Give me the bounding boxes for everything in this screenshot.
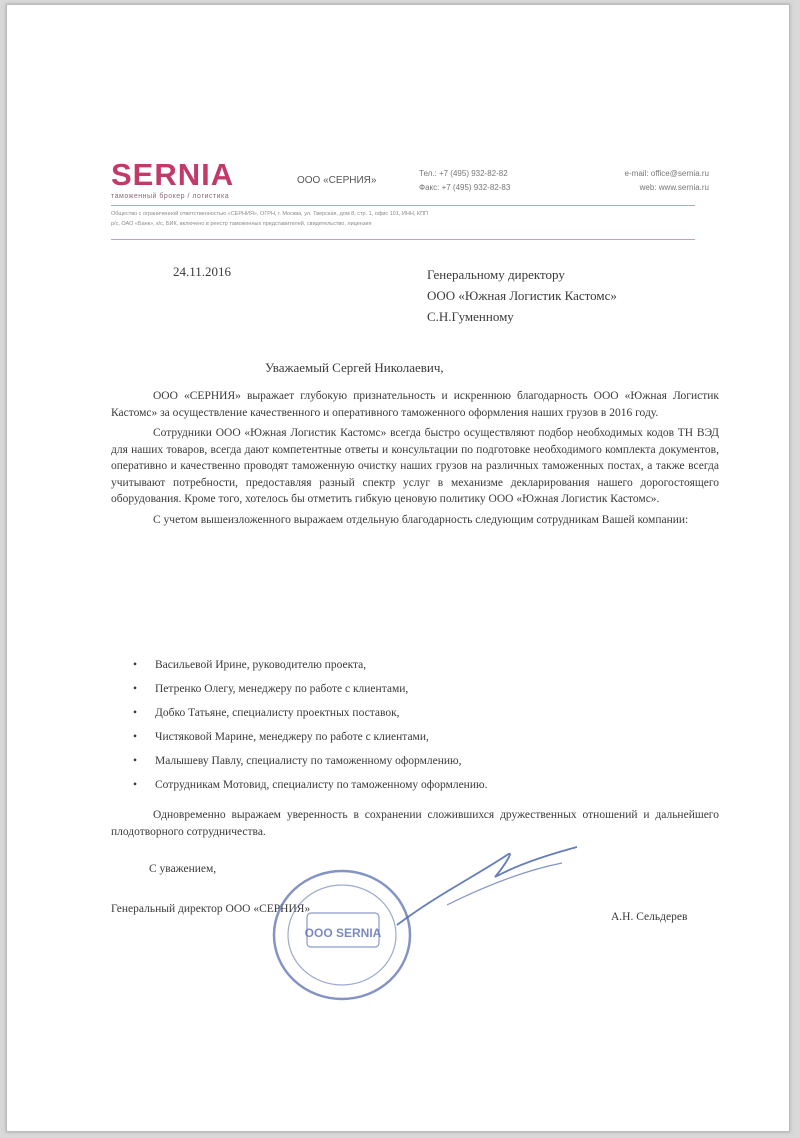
bullet-icon: • bbox=[133, 707, 138, 719]
requisites-line: Общество с ограниченной ответственностью «СЕРНИЯ», ОГРН, г. Москва, ул. Тверская, дом 8, стр. 1, офис 101, ИНН, КПП bbox=[111, 211, 428, 217]
header-divider-top bbox=[111, 205, 695, 206]
regards: С уважением, bbox=[149, 863, 217, 875]
employee-entry: Петренко Олегу, менеджеру по работе с клиентами, bbox=[155, 683, 409, 695]
body-paragraph: Сотрудники ООО «Южная Логистик Кастомс» всегда быстро осуществляют подбор необходимых кодов ТН ВЭД для наших товаров, всегда дают компетентные ответы и консультации по подготовке необходимого комплекта документов, оперативно и качественно проводят таможенную очистку наших грузов на различных таможенных постах, а также всегда учитывают потребности, предоставляя разный спектр услуг в механизме декларирования нашего дорогостоящего оборудования. Кроме того, хотелось бы отметить гибкую ценовую политику ООО «Южная Логистик Кастомс». bbox=[111, 427, 719, 505]
letter-page bbox=[6, 4, 790, 1132]
bullet-icon: • bbox=[133, 731, 138, 743]
bullet-icon: • bbox=[133, 755, 138, 767]
addressee-line: С.Н.Гуменному bbox=[427, 309, 514, 324]
letter-date: 24.11.2016 bbox=[173, 264, 232, 279]
employee-list bbox=[133, 653, 703, 797]
list-item bbox=[133, 677, 703, 701]
body-paragraph: ООО «СЕРНИЯ» выражает глубокую признательность и искреннюю благодарность ООО «Южная Логистик Кастомс» за осуществление качественного и оперативного таможенного оформления наших грузов в 2016 году. bbox=[111, 390, 719, 419]
employee-entry: Сотрудникам Мотовид, специалисту по таможенному оформлению. bbox=[155, 779, 488, 791]
addressee-line: ООО «Южная Логистик Кастомс» bbox=[427, 288, 617, 303]
employee-entry: Малышеву Павлу, специалисту по таможенному оформлению, bbox=[155, 755, 462, 767]
list-item bbox=[133, 773, 703, 797]
signer-title: Генеральный директор ООО «СЕРНИЯ» bbox=[111, 903, 311, 915]
letter-body bbox=[111, 388, 719, 532]
header-contacts bbox=[419, 167, 709, 195]
body-paragraph: С учетом вышеизложенного выражаем отдельную благодарность следующим сотрудникам Вашей компании: bbox=[153, 513, 689, 526]
requisites-line: р/с, ОАО «Банк», к/с, БИК, включено в реестр таможенных представителей, свидетельство, лицензия bbox=[111, 221, 372, 227]
employee-entry: Чистяковой Марине, менеджеру по работе с клиентами, bbox=[155, 731, 429, 743]
employee-entry: Васильевой Ирине, руководителю проекта, bbox=[155, 659, 367, 671]
employee-entry: Добко Татьяне, специалисту проектных поставок, bbox=[155, 707, 400, 719]
header-phone: Тел.: +7 (495) 932-82-82 bbox=[419, 169, 508, 178]
logo-subtitle: таможенный брокер / логистика bbox=[111, 193, 230, 200]
salutation: Уважаемый Сергей Николаевич, bbox=[265, 360, 444, 375]
signer-name: А.Н. Сельдерев bbox=[611, 911, 688, 923]
logo-wordmark: SERNIA bbox=[111, 157, 235, 192]
addressee-block bbox=[427, 264, 617, 327]
list-item bbox=[133, 725, 703, 749]
closing-paragraph: Одновременно выражаем уверенность в сохранении сложившихся дружественных отношений и дальнейшего плодотворного сотрудничества. bbox=[111, 809, 719, 838]
header-divider-bottom bbox=[111, 239, 695, 240]
list-item bbox=[133, 701, 703, 725]
bullet-icon: • bbox=[133, 659, 138, 671]
header-email: e-mail: office@sernia.ru bbox=[624, 169, 709, 178]
addressee-line: Генеральному директору bbox=[427, 267, 565, 282]
handwritten-signature bbox=[387, 825, 587, 935]
header-fax: Факс: +7 (495) 932-82-83 bbox=[419, 183, 511, 192]
stamp-text: ООО SERNIA bbox=[304, 926, 382, 940]
header-company-name: ООО «СЕРНИЯ» bbox=[297, 175, 377, 186]
list-item bbox=[133, 749, 703, 773]
company-requisites bbox=[111, 209, 695, 229]
header-web: web: www.sernia.ru bbox=[639, 183, 709, 192]
bullet-icon: • bbox=[133, 779, 138, 791]
company-logo bbox=[111, 159, 234, 200]
list-item bbox=[133, 653, 703, 677]
bullet-icon: • bbox=[133, 683, 138, 695]
